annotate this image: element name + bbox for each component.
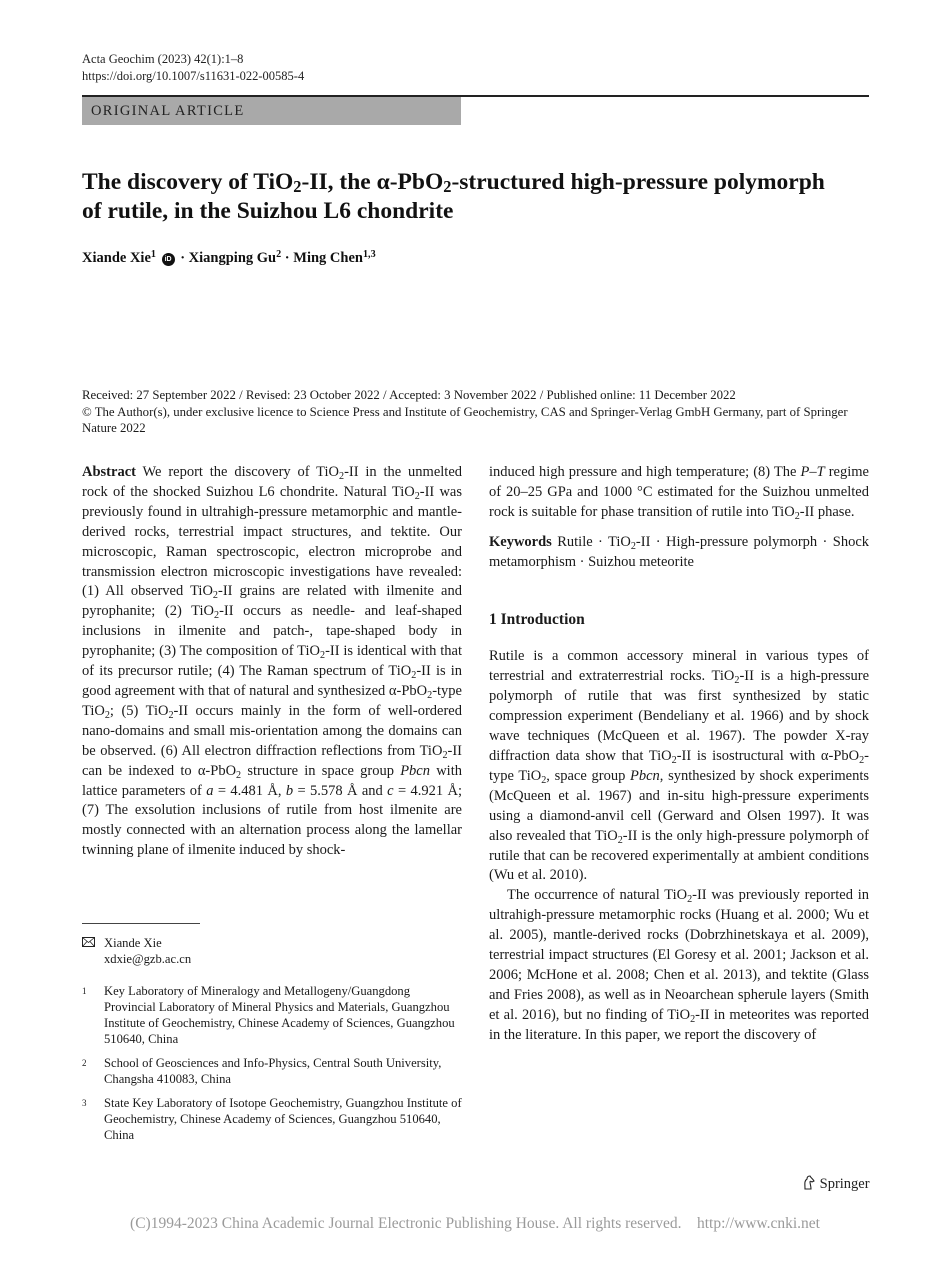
intro-paragraph: Rutile is a common accessory mineral in various types of terrestrial and extraterrestrial rocks. TiO$_2$-II is a high-pressure polymorph of rutile that was first synthesized by static compression experiment (Bendeliany et al. 1966) and by shock wave techniques (McQueen et al. 1967). The powder X-ray diffraction data show that TiO$_2$-II is isostructural with α-PbO$_2$-type TiO$_2$, space group Pbcn, synthesized by shock experiments (McQueen et al. 1967) and in-situ high-pressure experiments using a diamond-anvil cell (Gerward and Olsen 1997). It was also revealed that TiO$_2$-II is the only high-pressure polymorph of rutile that can be recovered experimentally at ambient conditions (Wu et al. 2010). <box>489 648 870 884</box>
right-column <box>489 463 869 1046</box>
corresponding-name: Xiande Xie <box>104 936 162 950</box>
cnki-footer <box>0 1215 950 1233</box>
affiliation: 3 State Key Laboratory of Isotope Geochemistry, Guangzhou Institute of Geochemistry, Chinese Academy of Sciences, Guangzhou 510640, China <box>82 1096 462 1142</box>
orcid-icon[interactable]: iD <box>162 253 175 266</box>
journal-citation: Acta Geochim (2023) 42(1):1–8 <box>82 52 244 66</box>
abstract-left-column <box>82 463 462 861</box>
envelope-icon <box>82 935 95 951</box>
affiliation: 2 School of Geosciences and Info-Physics, Central South University, Changsha 410083, China <box>82 1056 442 1086</box>
corresponding-email[interactable]: xdxie@gzb.ac.cn <box>104 952 192 966</box>
keywords-label: Keywords <box>489 533 552 550</box>
author-name[interactable]: Xiande Xie <box>82 250 151 266</box>
footnote-rule <box>82 923 200 924</box>
footer-copyright: (C)1994-2023 China Academic Journal Electronic Publishing House. All rights reserved. <box>130 1215 682 1232</box>
dates-line: Received: 27 September 2022 / Revised: 23 October 2022 / Accepted: 3 November 2022 / Published online: 11 December 2022 <box>82 388 736 402</box>
copyright-notice: © The Author(s), under exclusive licence to Science Press and Institute of Geochemistry, CAS and Springer-Verlag GmbH Germany, part of Springer Nature 2022 <box>82 404 848 435</box>
section-heading: 1 Introduction <box>489 610 585 628</box>
publication-dates <box>82 387 872 437</box>
intro-paragraph: The occurrence of natural TiO$_2$-II was previously reported in ultrahigh-pressure metamorphic rocks (Huang et al. 2000; Wu et al. 2005), mantle-derived rocks (Dobrzhinetskaya et al. 2009), terrestrial impact structures (El Goresy et al. 2001; Jackson et al. 2006; McHone et al. 2008; Chen et al. 2013), and tektite (Glass and Fries 2008), as well as in Neoarchean spherule layers (Smith et al. 2016), but no finding of TiO$_2$-II in meteorites was reported in the literature. In this paper, we report the discovery of <box>489 887 870 1043</box>
abstract-text: Abstract We report the discovery of TiO$_2$-II in the unmelted rock of the shocked Suizhou L6 chondrite. Natural TiO$_2$-II was previously found in ultrahigh-pressure metamorphic and mantle-derived rocks, terrestrial impact structures, and tektite. Our microscopic, Raman spectroscopic, electron microprobe and transmission electron microscopic investigations have revealed: (1) All observed TiO$_2$-II grains are related with ilmenite and pyrophanite; (2) TiO$_2$-II occurs as needle- and leaf-shaped inclusions in ilmenite and patch-, tape-shaped body in pyrophanite; (3) The composition of TiO$_2$-II is identical with that of its precursor rutile; (4) The Raman spectrum of TiO$_2$-II is in good agreement with that of natural and synthesized α-PbO$_2$-type TiO$_2$; (5) TiO$_2$-II occurs mainly in the form of well-ordered nano-domains and small mis-orientation among the domains can be observed. (6) All electron diffraction reflections from TiO$_2$-II can be indexed to α-PbO$_2$ structure in space group Pbcn with lattice parameters of a = 4.481 Å, b = 5.578 Å and c = 4.921 Å; (7) The exsolution inclusions of rutile from host ilmenite are mostly connected with an alternation process along the lamellar twinning plane of ilmenite induced by shock- <box>82 464 463 859</box>
keywords: Keywords Rutile · TiO$_2$-II · High-pressure polymorph · Shock metamorphism · Suizhou meteorite <box>489 533 870 570</box>
springer-horse-icon <box>802 1176 816 1192</box>
doi-link[interactable]: https://doi.org/10.1007/s11631-022-00585-4 <box>82 69 305 83</box>
article-type: ORIGINAL ARTICLE <box>91 103 245 119</box>
publisher-name: Springer <box>819 1176 870 1192</box>
abstract-continuation: induced high pressure and high temperature; (8) The P–T regime of 20–25 GPa and 1000 °C estimated for the Suizhou unmelted rock is suitable for phase transition of rutile into TiO$_2$-II phase. <box>489 464 869 522</box>
article-title: The discovery of TiO$_2$-II, the α-PbO$_2$-structured high-pressure polymorph of rutile, in the Suizhou L6 chondrite <box>82 169 825 224</box>
publisher-logo <box>802 1175 870 1193</box>
footer-url[interactable]: http://www.cnki.net <box>696 1215 820 1232</box>
abstract-label: Abstract <box>82 464 136 480</box>
affiliation: 1 Key Laboratory of Mineralogy and Metallogeny/Guangdong Provincial Laboratory of Mineral Physics and Materials, Guangzhou Institute of Geochemistry, Chinese Academy of Sciences, Guangzhou 510640, China <box>82 984 455 1046</box>
article-type-banner <box>82 97 461 125</box>
author-name[interactable]: Ming Chen <box>293 250 363 266</box>
author-list: Xiande Xie$^1$ iD · Xiangping $Gu^2$ · Ming Chen$^{1,3}$ <box>82 249 376 266</box>
author-name[interactable]: Xiangping Gu <box>188 250 277 266</box>
corresponding-author <box>82 935 462 969</box>
